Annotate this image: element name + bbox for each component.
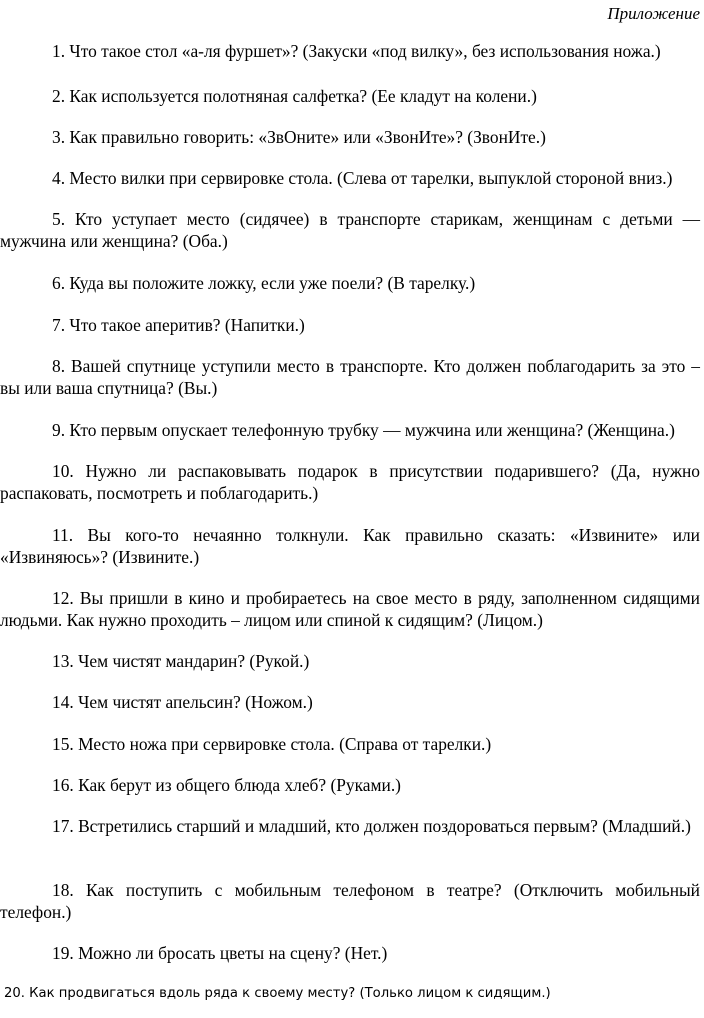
question-3: 3. Как правильно говорить: «ЗвОните» или «ЗвонИте»? (ЗвонИте.) bbox=[52, 127, 546, 147]
question-14: 14. Чем чистят апельсин? (Ножом.) bbox=[52, 692, 313, 712]
question-20: 20. Как продвигаться вдоль ряда к своему месту? (Только лицом к сидящим.) bbox=[4, 986, 551, 1001]
appendix-label: Приложение bbox=[607, 4, 700, 23]
question-16: 16. Как берут из общего блюда хлеб? (Руками.) bbox=[52, 775, 401, 795]
question-18: 18. Как поступить с мобильным телефоном в театре? (Отключить мобильный телефон.) bbox=[0, 880, 700, 922]
question-12: 12. Вы пришли в кино и пробираетесь на свое место в ряду, заполненном сидящими людьми. Как нужно проходить – лицом или спиной к сидящим? (Лицом.) bbox=[0, 588, 700, 630]
question-19: 19. Можно ли бросать цветы на сцену? (Нет.) bbox=[52, 943, 388, 963]
question-10: 10. Нужно ли распаковывать подарок в присутствии подарившего? (Да, нужно распаковать, посмотреть и поблагодарить.) bbox=[0, 461, 700, 503]
question-15: 15. Место ножа при сервировке стола. (Справа от тарелки.) bbox=[52, 734, 492, 754]
question-6: 6. Куда вы положите ложку, если уже поели? (В тарелку.) bbox=[52, 273, 476, 293]
question-2: 2. Как используется полотняная салфетка? (Ее кладут на колени.) bbox=[52, 86, 537, 106]
question-7: 7. Что такое аперитив? (Напитки.) bbox=[52, 315, 305, 335]
question-17: 17. Встретились старший и младший, кто должен поздороваться первым? (Младший.) bbox=[52, 816, 691, 836]
question-5: 5. Кто уступает место (сидячее) в транспорте старикам, женщинам с детьми — мужчина или женщина? (Оба.) bbox=[0, 209, 700, 251]
question-11: 11. Вы кого-то нечаянно толкнули. Как правильно сказать: «Извините» или «Извиняюсь»? (Извините.) bbox=[0, 525, 700, 567]
question-8: 8. Вашей спутнице уступили место в транспорте. Кто должен поблагодарить за это – вы или ваша спутница? (Вы.) bbox=[0, 356, 700, 398]
question-1: 1. Что такое стол «а-ля фуршет»? (Закуски «под вилку», без использования ножа.) bbox=[52, 41, 661, 61]
question-9: 9. Кто первым опускает телефонную трубку — мужчина или женщина? (Женщина.) bbox=[52, 420, 675, 440]
question-13: 13. Чем чистят мандарин? (Рукой.) bbox=[52, 651, 310, 671]
question-4: 4. Место вилки при сервировке стола. (Слева от тарелки, выпуклой стороной вниз.) bbox=[52, 168, 673, 188]
